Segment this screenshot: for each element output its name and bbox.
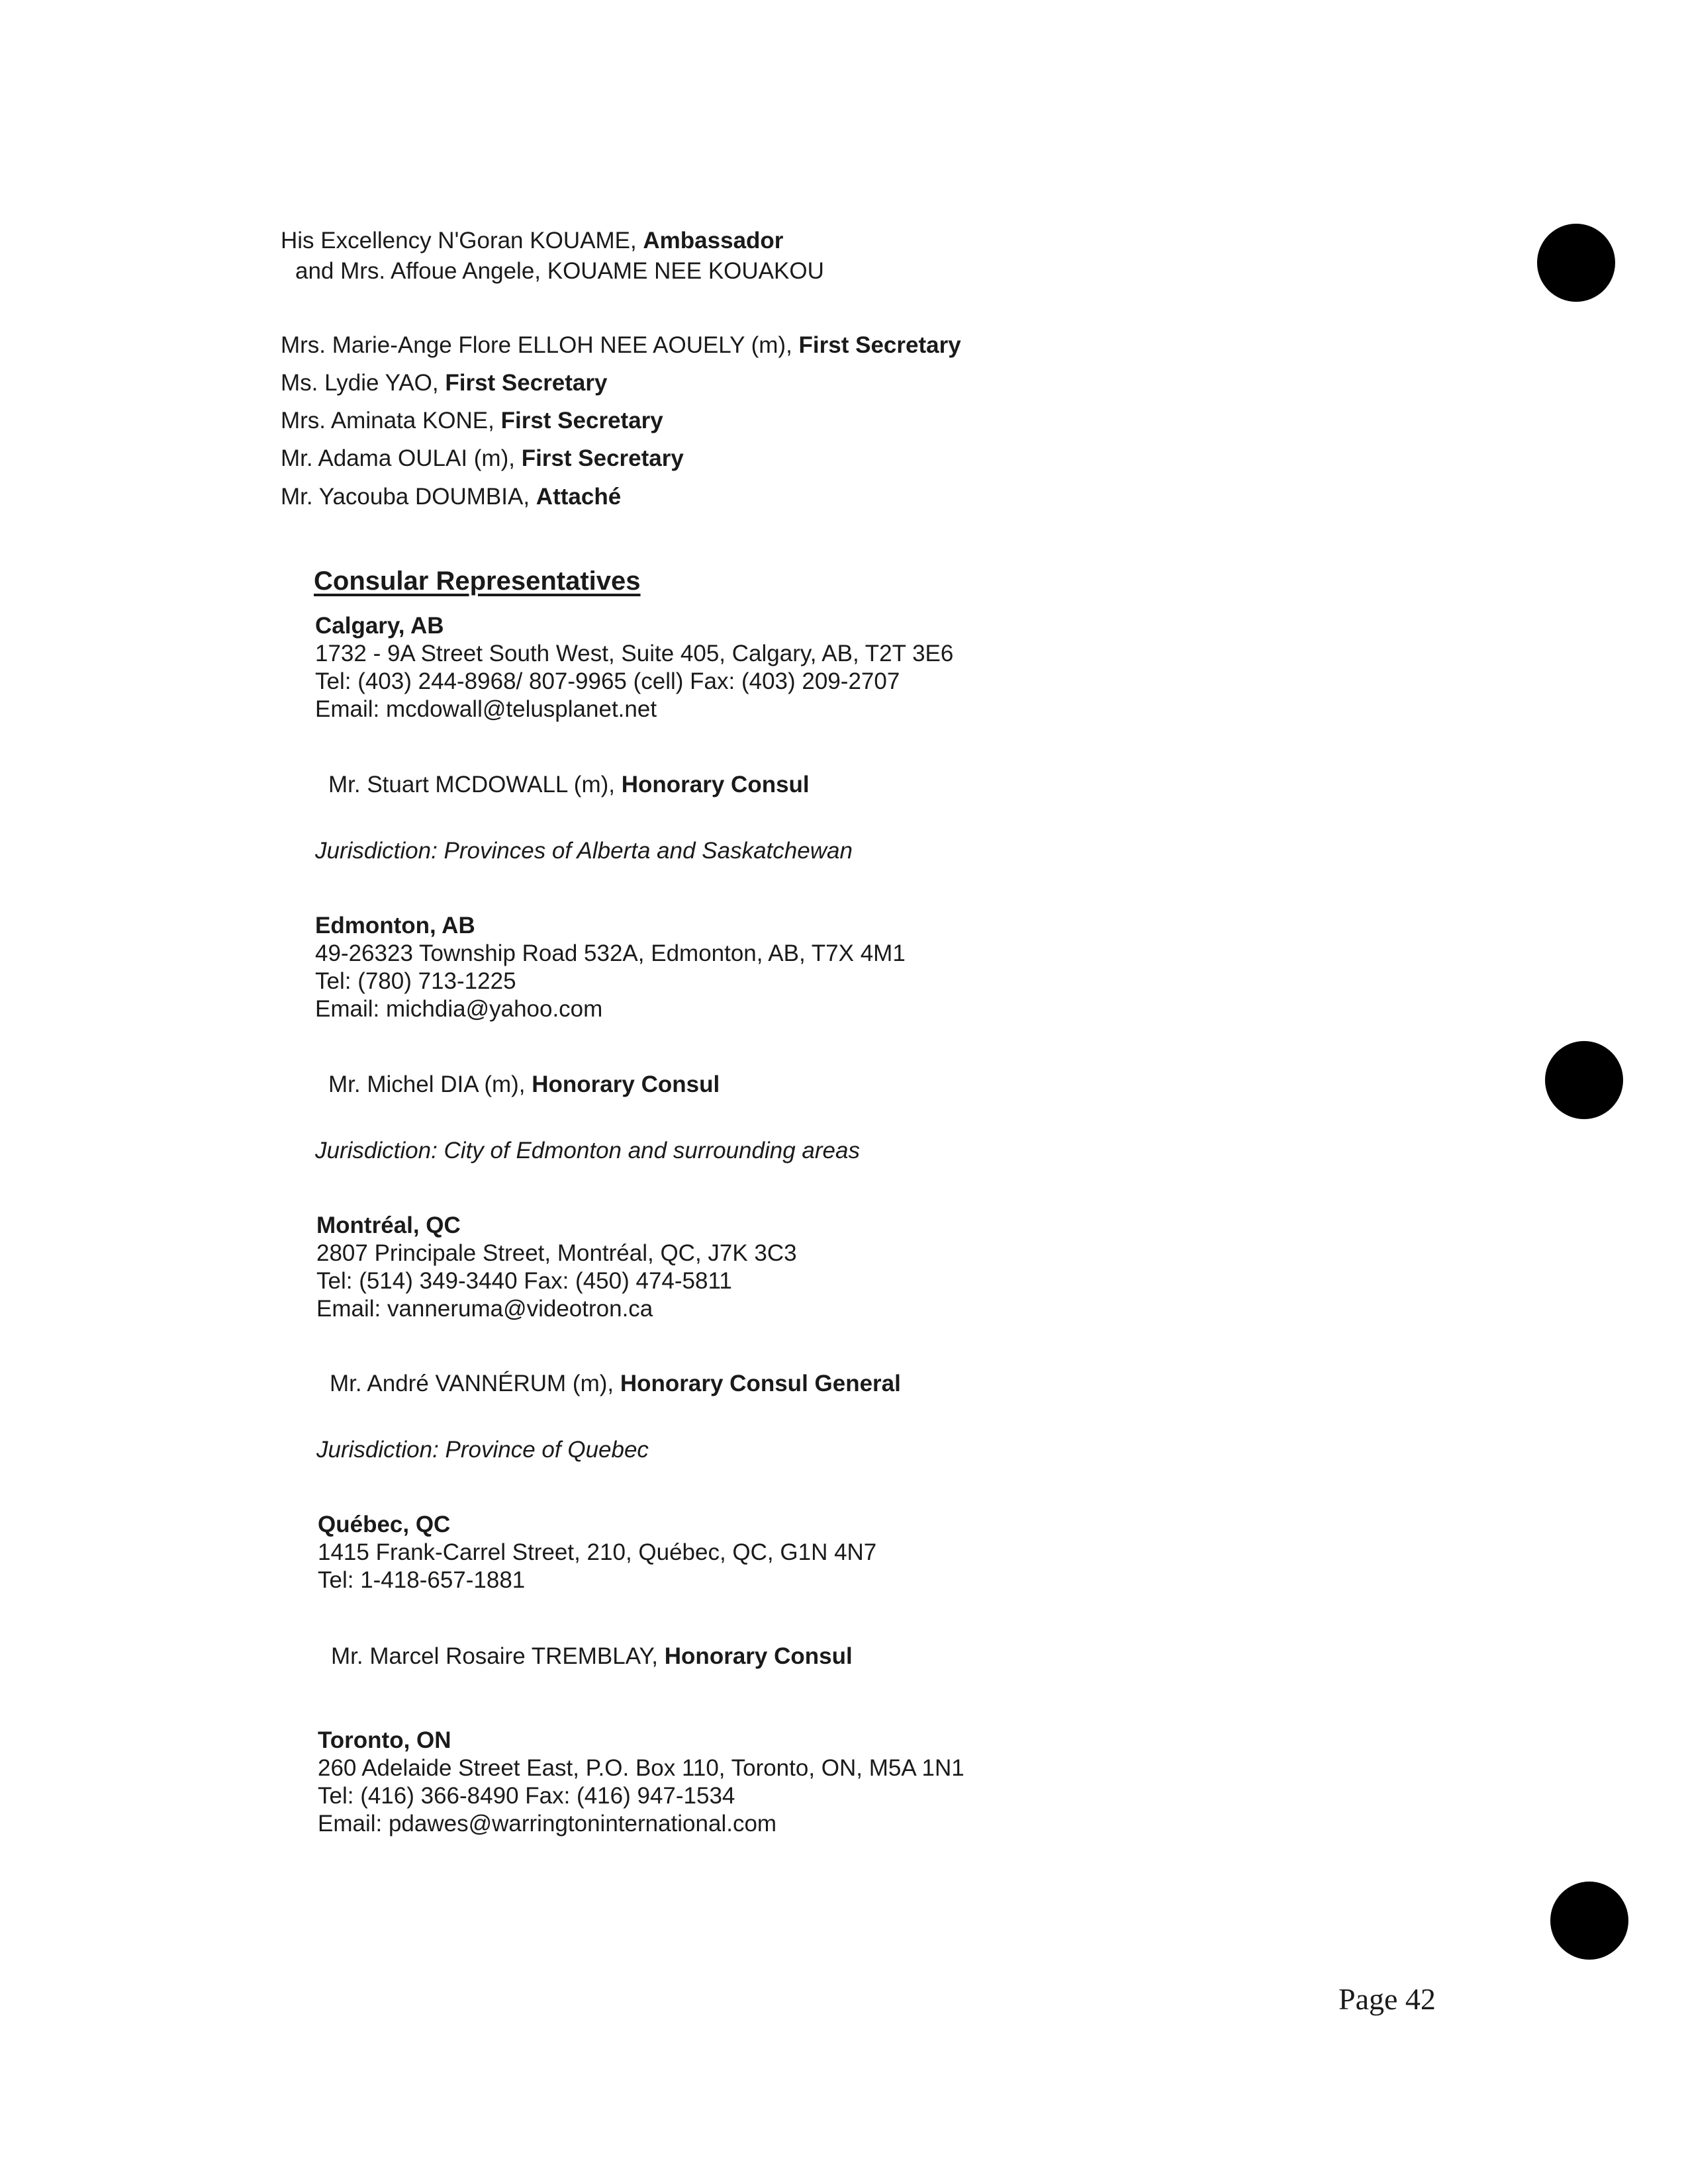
ambassador-spouse: and Mrs. Affoue Angele, KOUAME NEE KOUAKOU (295, 258, 824, 284)
office-representative: Mr. Marcel Rosaire TREMBLAY, Honorary Consul (331, 1643, 853, 1669)
office-address: 49-26323 Township Road 532A, Edmonton, AB, T7X 4M1 (315, 940, 906, 966)
office-tel: Tel: (514) 349-3440 Fax: (450) 474-5811 (316, 1268, 732, 1294)
staff-member: Mr. Yacouba DOUMBIA, Attaché (281, 484, 622, 510)
staff-member: Mr. Adama OULAI (m), First Secretary (281, 445, 684, 471)
office-city: Québec, QC (318, 1512, 451, 1537)
staff-member: Mrs. Marie-Ange Flore ELLOH NEE AOUELY (m), First Secretary (281, 332, 961, 358)
office-city: Edmonton, AB (315, 913, 475, 938)
office-jurisdiction: Jurisdiction: Province of Quebec (316, 1437, 649, 1463)
office-tel: Tel: 1-418-657-1881 (318, 1567, 526, 1593)
office-representative: Mr. André VANNÉRUM (m), Honorary Consul General (330, 1371, 901, 1396)
ambassador-name: His Excellency N'Goran KOUAME, (281, 228, 637, 253)
punch-hole (1545, 1041, 1623, 1119)
section-heading: Consular Representatives (314, 567, 641, 596)
office-address: 1732 - 9A Street South West, Suite 405, Calgary, AB, T2T 3E6 (315, 641, 954, 666)
office-representative: Mr. Michel DIA (m), Honorary Consul (328, 1071, 720, 1097)
ambassador-line (281, 226, 783, 255)
office-representative: Mr. Stuart MCDOWALL (m), Honorary Consul (328, 772, 810, 797)
office-address: 260 Adelaide Street East, P.O. Box 110, Toronto, ON, M5A 1N1 (318, 1755, 964, 1781)
office-email: Email: mcdowall@telusplanet.net (315, 696, 657, 722)
punch-hole (1550, 1882, 1628, 1960)
office-tel: Tel: (416) 366-8490 Fax: (416) 947-1534 (318, 1783, 735, 1809)
ambassador-title: Ambassador (643, 228, 784, 253)
office-address: 1415 Frank-Carrel Street, 210, Québec, QC, G1N 4N7 (318, 1539, 877, 1565)
office-city: Calgary, AB (315, 613, 444, 639)
office-email: Email: michdia@yahoo.com (315, 996, 603, 1022)
office-email: Email: pdawes@warringtoninternational.com (318, 1811, 777, 1837)
office-jurisdiction: Jurisdiction: City of Edmonton and surrounding areas (315, 1138, 860, 1163)
office-city: Montréal, QC (316, 1212, 461, 1238)
page-number: Page 42 (1338, 1982, 1436, 2016)
office-tel: Tel: (403) 244-8968/ 807-9965 (cell) Fax: (403) 209-2707 (315, 668, 900, 694)
office-city: Toronto, ON (318, 1727, 451, 1753)
office-address: 2807 Principale Street, Montréal, QC, J7K 3C3 (316, 1240, 797, 1266)
office-tel: Tel: (780) 713-1225 (315, 968, 516, 994)
staff-member: Mrs. Aminata KONE, First Secretary (281, 408, 663, 433)
office-jurisdiction: Jurisdiction: Provinces of Alberta and Saskatchewan (315, 838, 853, 864)
staff-member: Ms. Lydie YAO, First Secretary (281, 370, 608, 396)
office-email: Email: vanneruma@videotron.ca (316, 1296, 653, 1322)
punch-hole (1537, 224, 1615, 302)
